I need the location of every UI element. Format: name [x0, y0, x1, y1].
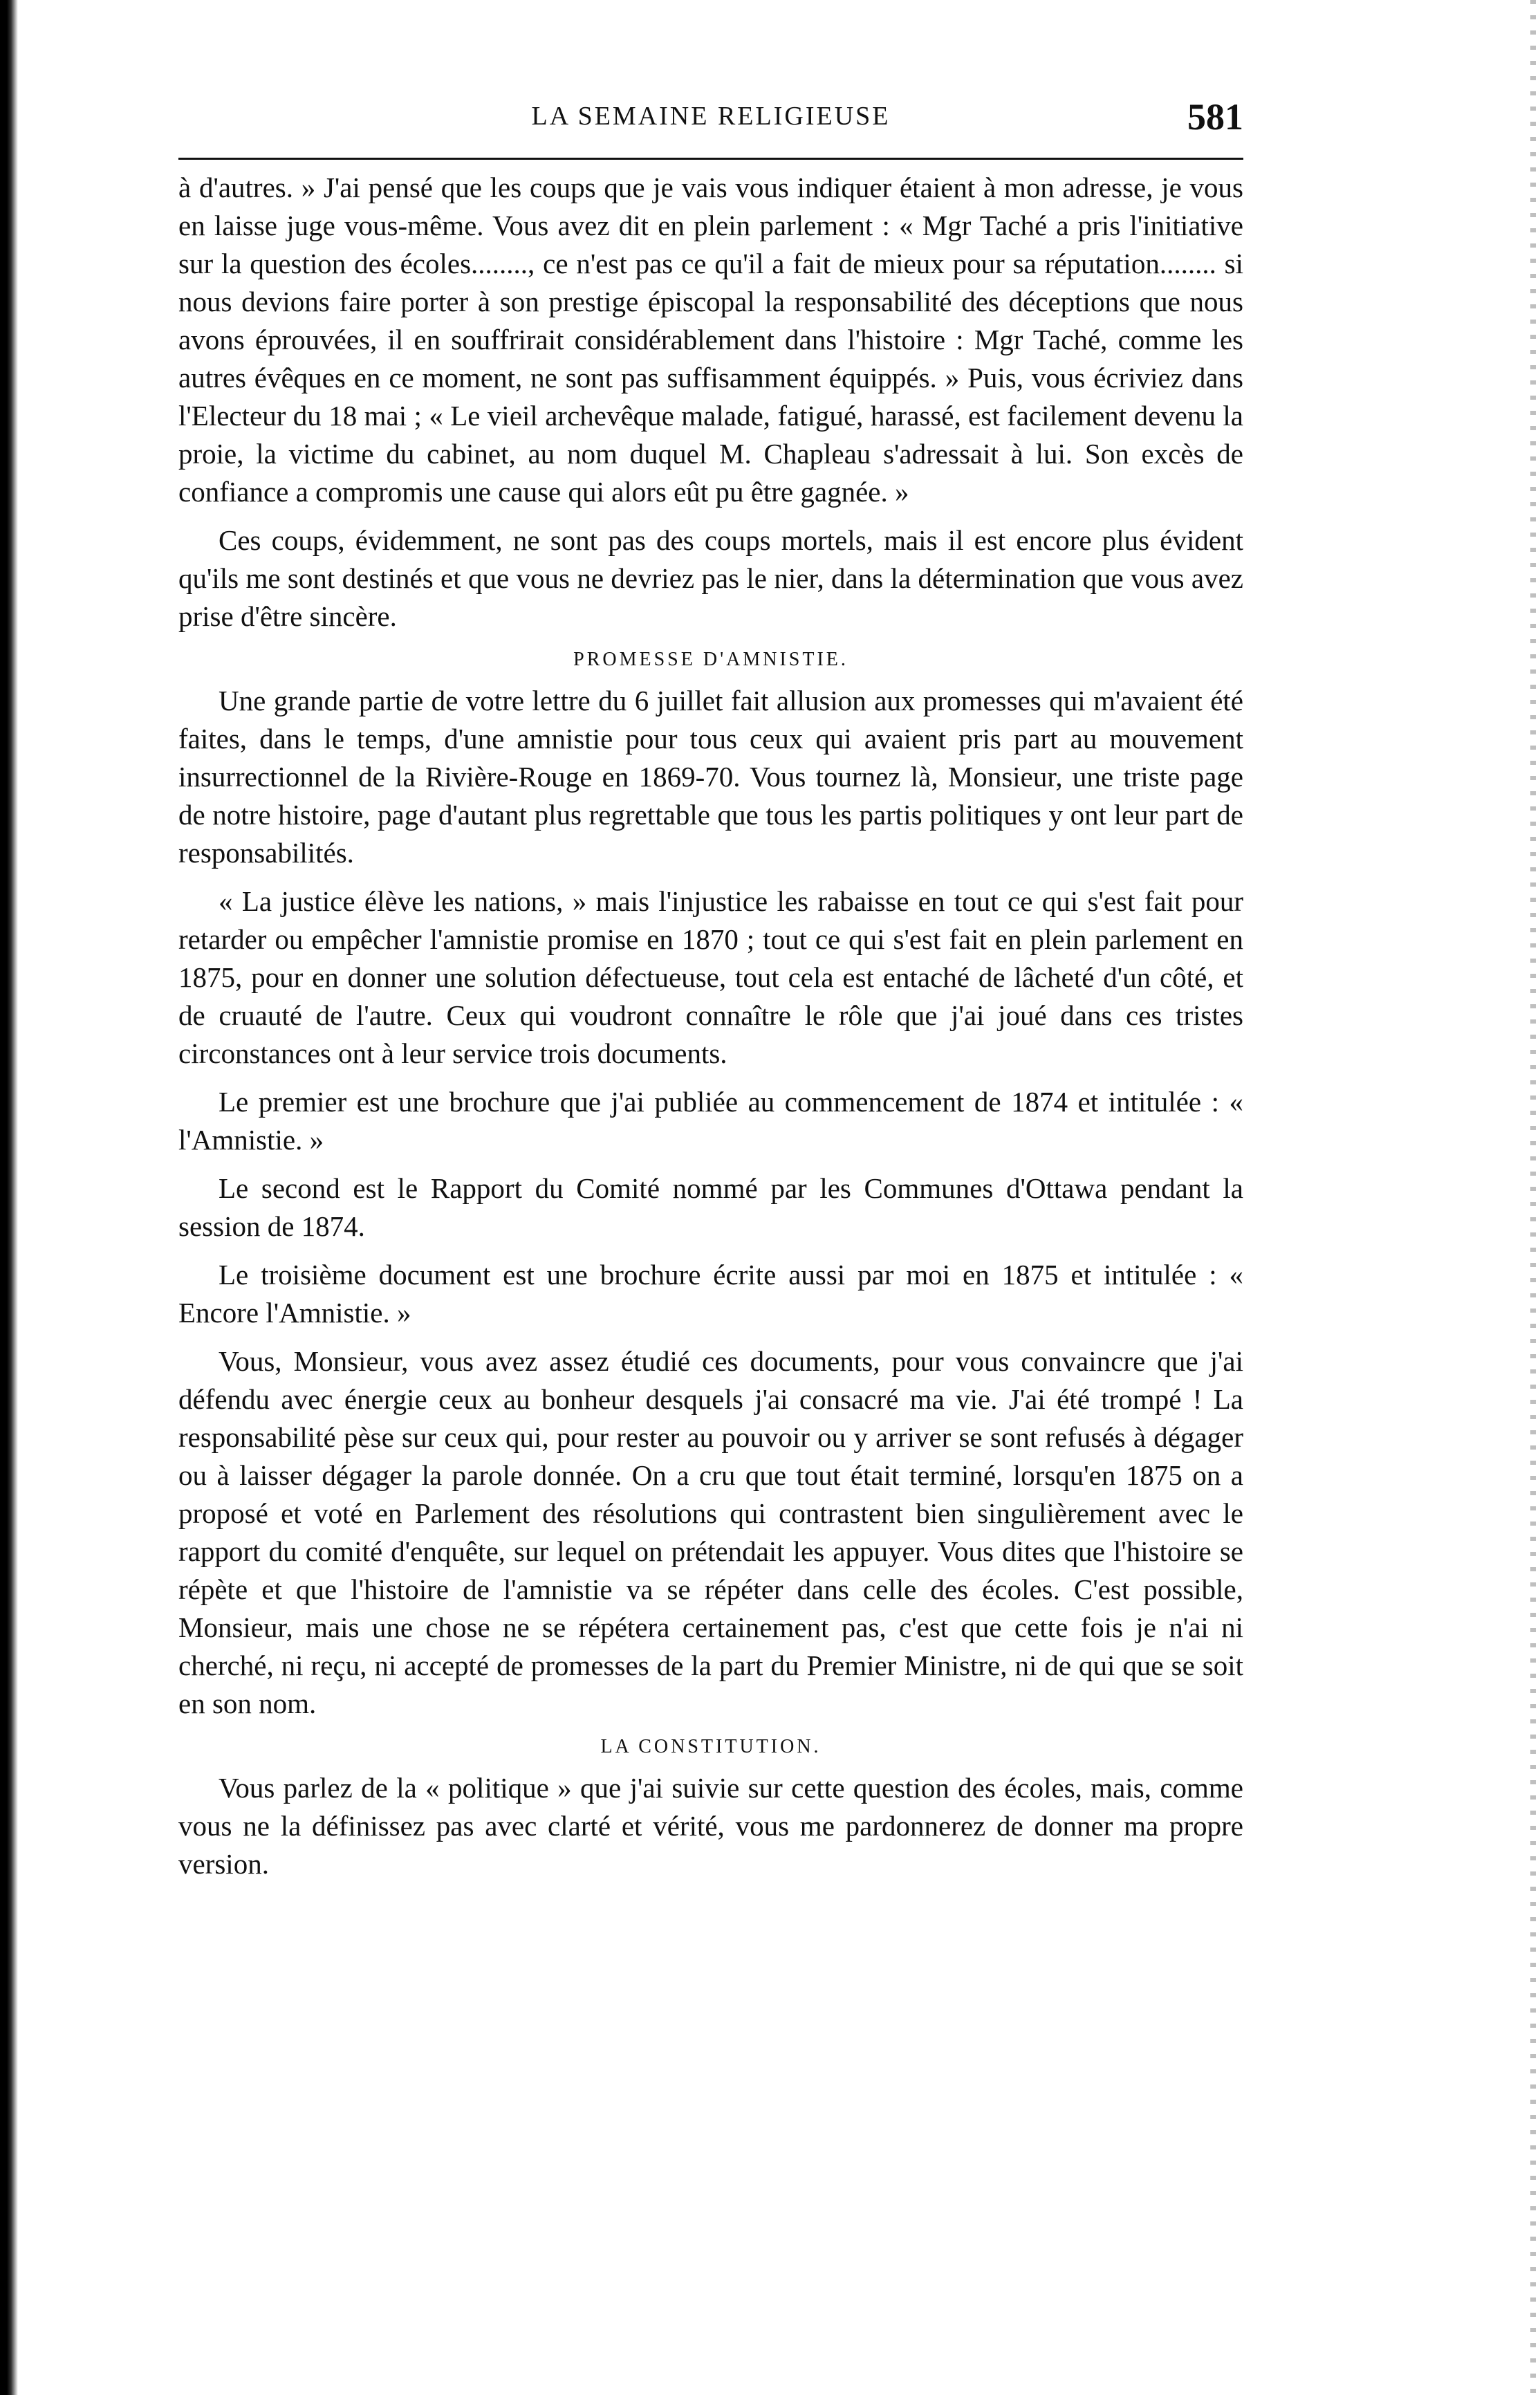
paragraph-6: Le second est le Rapport du Comité nommé par les Communes d'Ottawa pendant la session de 1874.: [178, 1172, 1243, 1242]
paragraph-8: Vous, Monsieur, vous avez assez étudié ces documents, pour vous convaincre que j'ai défendu avec énergie ceux au bonheur desquels j'ai consacré ma vie. J'ai été trompé ! La responsabilité pèse sur ceux qui, pour rester au pouvoir ou y arriver se sont refusés à dégager ou à laisser dégager la parole donnée. On a cru que tout était terminé, lorsqu'en 1875 on a proposé et voté en Parlement des résolutions qui contrastent bien singulièrement avec le rapport du comité d'enquête, sur lequel on prétendait les appuyer. Vous dites que l'histoire se répète et que l'histoire de l'amnistie va se répéter dans celle des écoles. C'est possible, Monsieur, mais une chose ne se répétera certainement pas, c'est que cette fois je n'ai ni cherché, ni reçu, ni accepté de promesses de la part du Premier Ministre, ni de qui que se soit en son nom.: [178, 1345, 1243, 1719]
running-title: LA SEMAINE RELIGIEUSE: [531, 102, 891, 131]
page-edge-marks: [1530, 0, 1536, 2395]
paragraph-2: Ces coups, évidemment, ne sont pas des coups mortels, mais il est encore plus évident qu'ils me sont destinés et que vous ne devriez pas le nier, dans la détermination que vous avez prise d'être sincère.: [178, 524, 1243, 632]
page-number: 581: [1187, 96, 1243, 138]
article-body: [178, 169, 1243, 1883]
section-heading-amnistie: PROMESSE D'AMNISTIE.: [573, 649, 848, 670]
paragraph-7: Le troisième document est une brochure écrite aussi par moi en 1875 et intitulée : « Encore l'Amnistie. »: [178, 1259, 1243, 1329]
section-heading-constitution: LA CONSTITUTION.: [600, 1736, 822, 1757]
paragraph-4: « La justice élève les nations, » mais l'injustice les rabaisse en tout ce qui s'est fait pour retarder ou empêcher l'amnistie promise en 1870 ; tout ce qui s'est fait en plein parlement en 1875, pour en donner une solution défectueuse, tout cela est entaché de lâcheté d'un côté, et de cruauté de l'autre. Ceux qui voudront connaître le rôle que j'ai joué dans ces tristes circonstances ont à leur service trois documents.: [178, 885, 1243, 1069]
header-rule: [178, 158, 1243, 160]
paragraph-1: à d'autres. » J'ai pensé que les coups que je vais vous indiquer étaient à mon adresse, je vous en laisse juge vous-même. Vous avez dit en plein parlement : « Mgr Taché a pris l'initiative sur la question des écoles........, ce n'est pas ce qu'il a fait de mieux pour sa réputation........ si nous devions faire porter à son prestige épiscopal la responsabilité des déceptions que nous avons éprouvées, il en souffrirait considérablement dans l'histoire : Mgr Taché, comme les autres évêques en ce moment, ne sont pas suffisamment équippés. » Puis, vous écriviez dans l'Electeur du 18 mai ; « Le vieil archevêque malade, fatigué, harassé, est facilement devenu la proie, la victime du cabinet, au nom duquel M. Chapleau s'adressait à lui. Son excès de confiance a compromis une cause qui alors eût pu être gagnée. »: [178, 172, 1243, 508]
paragraph-3: Une grande partie de votre lettre du 6 juillet fait allusion aux promesses qui m'avaient été faites, dans le temps, d'une amnistie pour tous ceux qui avaient pris part au mouvement insurrectionnel de la Rivière-Rouge en 1869-70. Vous tournez là, Monsieur, une triste page de notre histoire, page d'autant plus regrettable que tous les partis politiques y ont leur part de responsabilités.: [178, 685, 1243, 869]
page-header: [178, 95, 1243, 137]
page-spine-shadow: [0, 0, 18, 2395]
paragraph-5: Le premier est une brochure que j'ai publiée au commencement de 1874 et intitulée : « l'Amnistie. »: [178, 1086, 1243, 1156]
paragraph-9: Vous parlez de la « politique » que j'ai suivie sur cette question des écoles, mais, comme vous ne la définissez pas avec clarté et vérité, vous me pardonnerez de donner ma propre version.: [178, 1772, 1243, 1880]
